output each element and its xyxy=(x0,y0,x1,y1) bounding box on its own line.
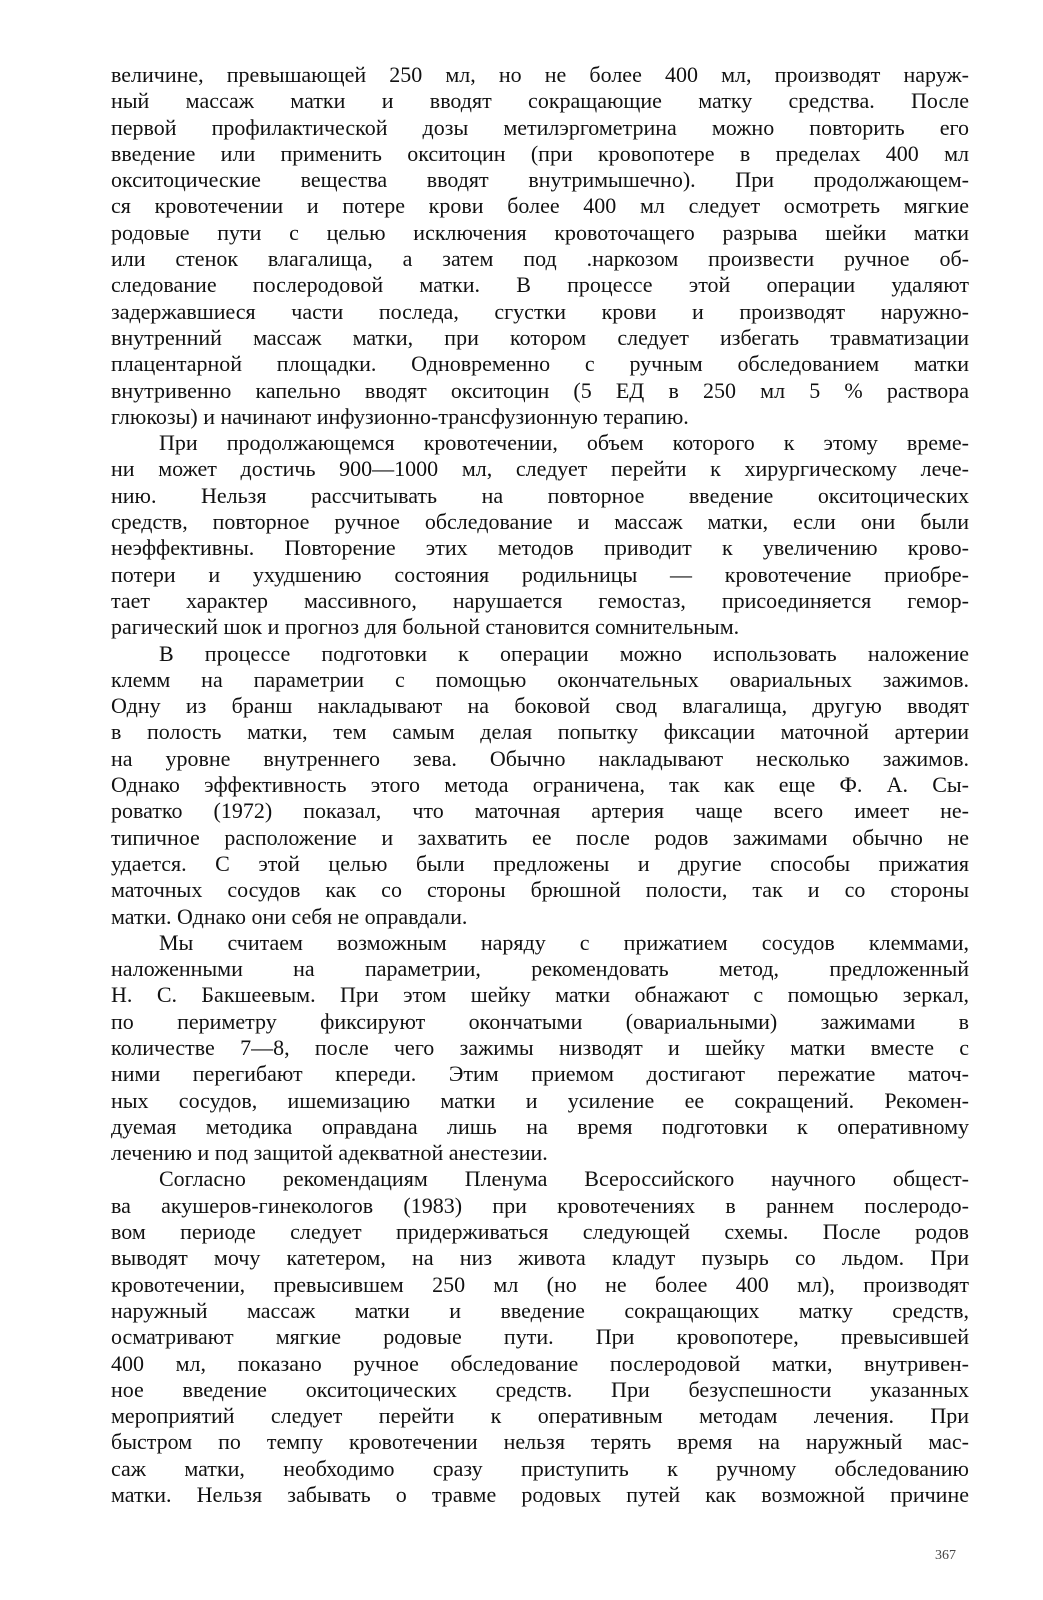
text-line: первой профилактической дозы метилэргометрина можно повторить его xyxy=(111,114,969,140)
text-line: быстром по темпу кровотечении нельзя терять время на наружный мас- xyxy=(111,1429,969,1455)
text-line: мероприятий следует перейти к оперативным методам лечения. При xyxy=(111,1403,969,1429)
text-line: выводят мочу катетером, на низ живота кладут пузырь со льдом. При xyxy=(111,1245,969,1271)
text-line: саж матки, необходимо сразу приступить к ручному обследованию xyxy=(111,1455,969,1481)
text-line: ное введение окситоцических средств. При безуспешности указанных xyxy=(111,1376,969,1402)
page-number: 367 xyxy=(935,1548,956,1563)
text-line: величине, превышающей 250 мл, но не более 400 мл, производят наруж- xyxy=(111,62,969,87)
text-line: маточных сосудов как со стороны брюшной полости, так и со стороны xyxy=(111,877,969,903)
text-line: по периметру фиксируют окончатыми (овариальными) зажимами в xyxy=(111,1008,969,1034)
text-line: внутривенно капельно вводят окситоцин (5 ЕД в 250 мл 5 % раствора xyxy=(111,377,969,403)
text-line: В процессе подготовки к операции можно использовать наложение xyxy=(159,640,969,666)
text-line: осматривают мягкие родовые пути. При кровопотере, превысившей xyxy=(111,1324,969,1350)
text-line: введение или применить окситоцин (при кровопотере в пределах 400 мл xyxy=(111,140,969,166)
text-line: матки. Однако они себя не оправдали. xyxy=(111,903,468,929)
text-line: родовые пути с целью исключения кровоточащего разрыва шейки матки xyxy=(111,219,969,245)
text-line: или стенок влагалища, а затем под .наркозом произвести ручное об- xyxy=(111,246,969,272)
paragraph-5 xyxy=(111,1166,969,1508)
text-line: средств, повторное ручное обследование и массаж матки, если они были xyxy=(111,509,969,535)
paragraph-2 xyxy=(111,430,969,640)
text-line: на уровне внутреннего зева. Обычно накладывают несколько зажимов. xyxy=(111,745,969,771)
text-line: Однако эффективность этого метода ограничена, так как еще Ф. А. Сы- xyxy=(111,772,969,798)
text-line: неэффективны. Повторение этих методов приводит к увеличению крово- xyxy=(111,535,969,561)
text-line: Одну из бранш накладывают на боковой свод влагалища, другую вводят xyxy=(111,693,969,719)
text-line: Н. С. Бакшеевым. При этом шейку матки обнажают с помощью зеркал, xyxy=(111,982,969,1008)
text-line: в полость матки, тем самым делая попытку фиксации маточной артерии xyxy=(111,719,969,745)
text-line: тает характер массивного, нарушается гемостаз, присоединяется гемор- xyxy=(111,587,969,613)
text-line: количестве 7—8, после чего зажимы низводят и шейку матки вместе с xyxy=(111,1034,969,1060)
text-line: ся кровотечении и потере крови более 400 мл следует осмотреть мягкие xyxy=(111,193,969,219)
text-line: ними перегибают кпереди. Этим приемом достигают пережатие маточ- xyxy=(111,1061,969,1087)
page-body xyxy=(111,62,969,1508)
text-line: удается. С этой целью были предложены и другие способы прижатия xyxy=(111,850,969,876)
text-line: клемм на параметрии с помощью окончательных овариальных зажимов. xyxy=(111,666,969,692)
text-line: дуемая методика оправдана лишь на время подготовки к оперативному xyxy=(111,1113,969,1139)
text-line: следование послеродовой матки. В процессе этой операции удаляют xyxy=(111,272,969,298)
text-line: внутренний массаж матки, при котором следует избегать травматизации xyxy=(111,324,969,350)
text-line: Согласно рекомендациям Пленума Всероссийского научного общест- xyxy=(159,1166,969,1192)
text-line: окситоцические вещества вводят внутримышечно). При продолжающем- xyxy=(111,167,969,193)
text-line: вом периоде следует придерживаться следующей схемы. После родов xyxy=(111,1219,969,1245)
paragraph-4 xyxy=(111,930,969,1167)
text-line: ный массаж матки и вводят сокращающие матку средства. После xyxy=(111,88,969,114)
text-line: рагический шок и прогноз для больной становится сомнительным. xyxy=(111,614,740,640)
text-line: нию. Нельзя рассчитывать на повторное введение окситоцических xyxy=(111,482,969,508)
text-line: ва акушеров-гинекологов (1983) при кровотечениях в раннем послеродо- xyxy=(111,1192,969,1218)
text-line: глюкозы) и начинают инфузионно-трансфузионную терапию. xyxy=(111,403,689,429)
text-line: роватко (1972) показал, что маточная артерия чаще всего имеет не- xyxy=(111,798,969,824)
text-line: задержавшиеся части последа, сгустки крови и производят наружно- xyxy=(111,298,969,324)
text-line: кровотечении, превысившем 250 мл (но не более 400 мл), производят xyxy=(111,1271,969,1297)
text-line: ни может достичь 900—1000 мл, следует перейти к хирургическому лече- xyxy=(111,456,969,482)
paragraph-1 xyxy=(111,62,969,430)
text-line: потери и ухудшению состояния родильницы — кровотечение приобре- xyxy=(111,561,969,587)
text-line: наружный массаж матки и введение сокращающих матку средств, xyxy=(111,1297,969,1323)
paragraph-3 xyxy=(111,641,969,930)
text-line: лечению и под защитой адекватной анестезии. xyxy=(111,1140,548,1166)
text-line: матки. Нельзя забывать о травме родовых путей как возможной причине xyxy=(111,1482,969,1508)
text-line: 400 мл, показано ручное обследование послеродовой матки, внутривен- xyxy=(111,1350,969,1376)
text-line: При продолжающемся кровотечении, объем которого к этому време- xyxy=(159,430,969,456)
text-line: Мы считаем возможным наряду с прижатием сосудов клеммами, xyxy=(159,929,969,955)
text-line: типичное расположение и захватить ее после родов зажимами обычно не xyxy=(111,824,969,850)
text-line: плацентарной площадки. Одновременно с ручным обследованием матки xyxy=(111,351,969,377)
text-line: наложенными на параметрии, рекомендовать метод, предложенный xyxy=(111,956,969,982)
text-line: ных сосудов, ишемизацию матки и усиление ее сокращений. Рекомен- xyxy=(111,1087,969,1113)
